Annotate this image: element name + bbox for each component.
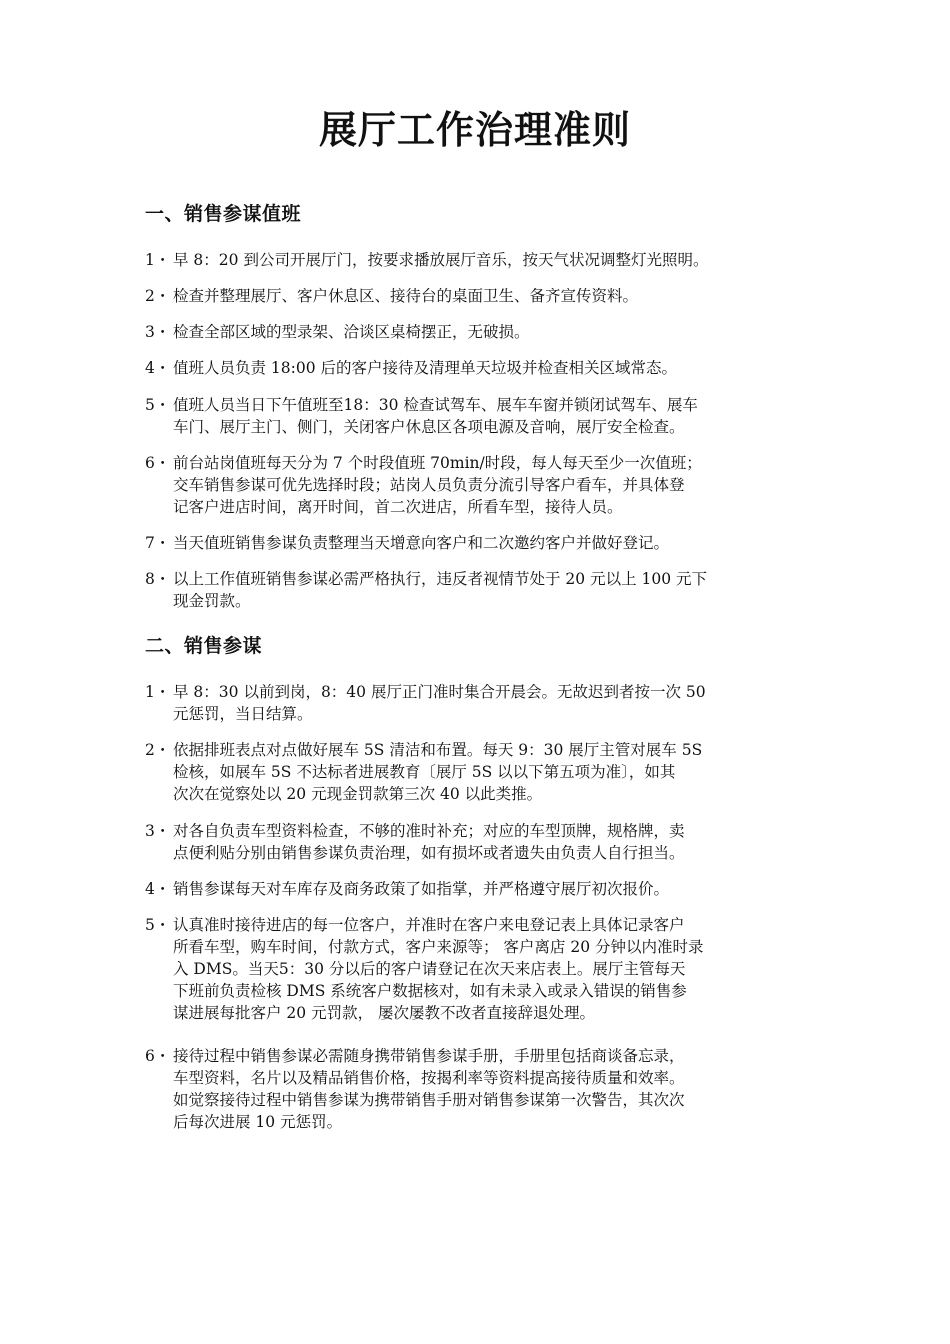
list-item — [145, 394, 835, 438]
list-item — [145, 249, 835, 271]
item-number: 7・ — [145, 534, 171, 552]
item-number: 5・ — [145, 396, 171, 414]
item-number: 2・ — [145, 287, 171, 305]
list-item — [145, 532, 835, 554]
list-item — [145, 914, 835, 1024]
item-text: 值班人员负责 18:00 后的客户接待及清理单天垃圾并检查相关区域常态。 — [173, 359, 678, 377]
item-number: 8・ — [145, 570, 171, 588]
item-text: 接待过程中销售参谋必需随身携带销售参谋手册，手册里包括商谈备忘录， 车型资料，名片以及精品销售价格，按揭利率等资料提高接待质量和效率。 如觉察接待过程中销售参谋为携带销售手册对销售参谋第一次警告，其次次 后每次进展 10 元惩罚。 — [173, 1047, 685, 1131]
item-text: 销售参谋每天对车库存及商务政策了如指掌，并严格遵守展厅初次报价。 — [173, 880, 670, 898]
item-number: 6・ — [145, 454, 171, 472]
list-item — [145, 568, 835, 612]
item-text: 当天值班销售参谋负责整理当天增意向客户和二次邀约客户并做好登记。 — [173, 534, 670, 552]
item-text: 以上工作值班销售参谋必需严格执行，违反者视情节处于 20 元以上 100 元下 现金罚款。 — [173, 570, 708, 610]
item-text: 早 8：20 到公司开展厅门，按要求播放展厅音乐，按天气状况调整灯光照明。 — [173, 251, 709, 269]
item-text: 前台站岗值班每天分为 7 个时段值班 70min/时段，每人每天至少一次值班； 交车销售参谋可优先选择时段；站岗人员负责分流引导客户看车，并具体登 记客户进店时间，离开时间，首二次进店，所看车型，接待人员。 — [173, 454, 702, 516]
item-number: 1・ — [145, 251, 171, 269]
list-item — [145, 321, 835, 343]
item-text: 对各自负责车型资料检查，不够的准时补充；对应的车型顶牌，规格牌，卖 点便利贴分别由销售参谋负责治理，如有损坏或者遗失由负责人自行担当。 — [173, 822, 685, 862]
item-number: 1・ — [145, 683, 171, 701]
list-item — [145, 452, 835, 518]
item-text: 检查全部区域的型录架、洽谈区桌椅摆正，无破损。 — [173, 323, 530, 341]
list-item — [145, 878, 835, 900]
item-text: 认真准时接待进店的每一位客户，并准时在客户来电登记表上具体记录客户 所看车型，购车时间，付款方式，客户来源等； 客户离店 20 分钟以内准时录 入 DMS。当天5：30 分以后的客户请登记在次天来店表上。展厅主管每天 下班前负责检核 DMS 系统客户数据核对，如有未录入或录入错误的销售参 谋进展每批客户 20 元罚款， 屡次屡教不改者直接辞退处理。 — [173, 916, 704, 1022]
item-number: 5・ — [145, 916, 171, 934]
list-item — [145, 357, 835, 379]
item-number: 3・ — [145, 822, 171, 840]
list-item — [145, 820, 835, 864]
section-heading-duty: 一、销售参谋值班 — [145, 203, 302, 225]
document-title: 展厅工作治理准则 — [318, 107, 631, 152]
list-item — [145, 285, 835, 307]
item-number: 3・ — [145, 323, 171, 341]
item-text: 检查并整理展厅、客户休息区、接待台的桌面卫生、备齐宣传资料。 — [173, 287, 639, 305]
item-text: 值班人员当日下午值班至18：30 检查试驾车、展车车窗并锁闭试驾车、展车 车门、展厅主门、侧门，关闭客户休息区各项电源及音响，展厅安全检查。 — [173, 396, 698, 436]
list-item — [145, 739, 835, 805]
item-number: 4・ — [145, 359, 171, 377]
item-number: 6・ — [145, 1047, 171, 1065]
list-item — [145, 681, 835, 725]
item-number: 4・ — [145, 880, 171, 898]
item-text: 早 8：30 以前到岗，8：40 展厅正门准时集合开晨会。无故迟到者按一次 50 元惩罚，当日结算。 — [173, 683, 706, 723]
item-text: 依据排班表点对点做好展车 5S 清洁和布置。每天 9：30 展厅主管对展车 5S 检核，如展车 5S 不达标者进展教育〔展厅 5S 以以下第五项为准〕，如其 次次在觉察处以 20 元现金罚款第三次 40 以此类推。 — [173, 741, 703, 803]
item-number: 2・ — [145, 741, 171, 759]
section-heading-sales: 二、销售参谋 — [145, 635, 263, 657]
list-item — [145, 1045, 835, 1133]
